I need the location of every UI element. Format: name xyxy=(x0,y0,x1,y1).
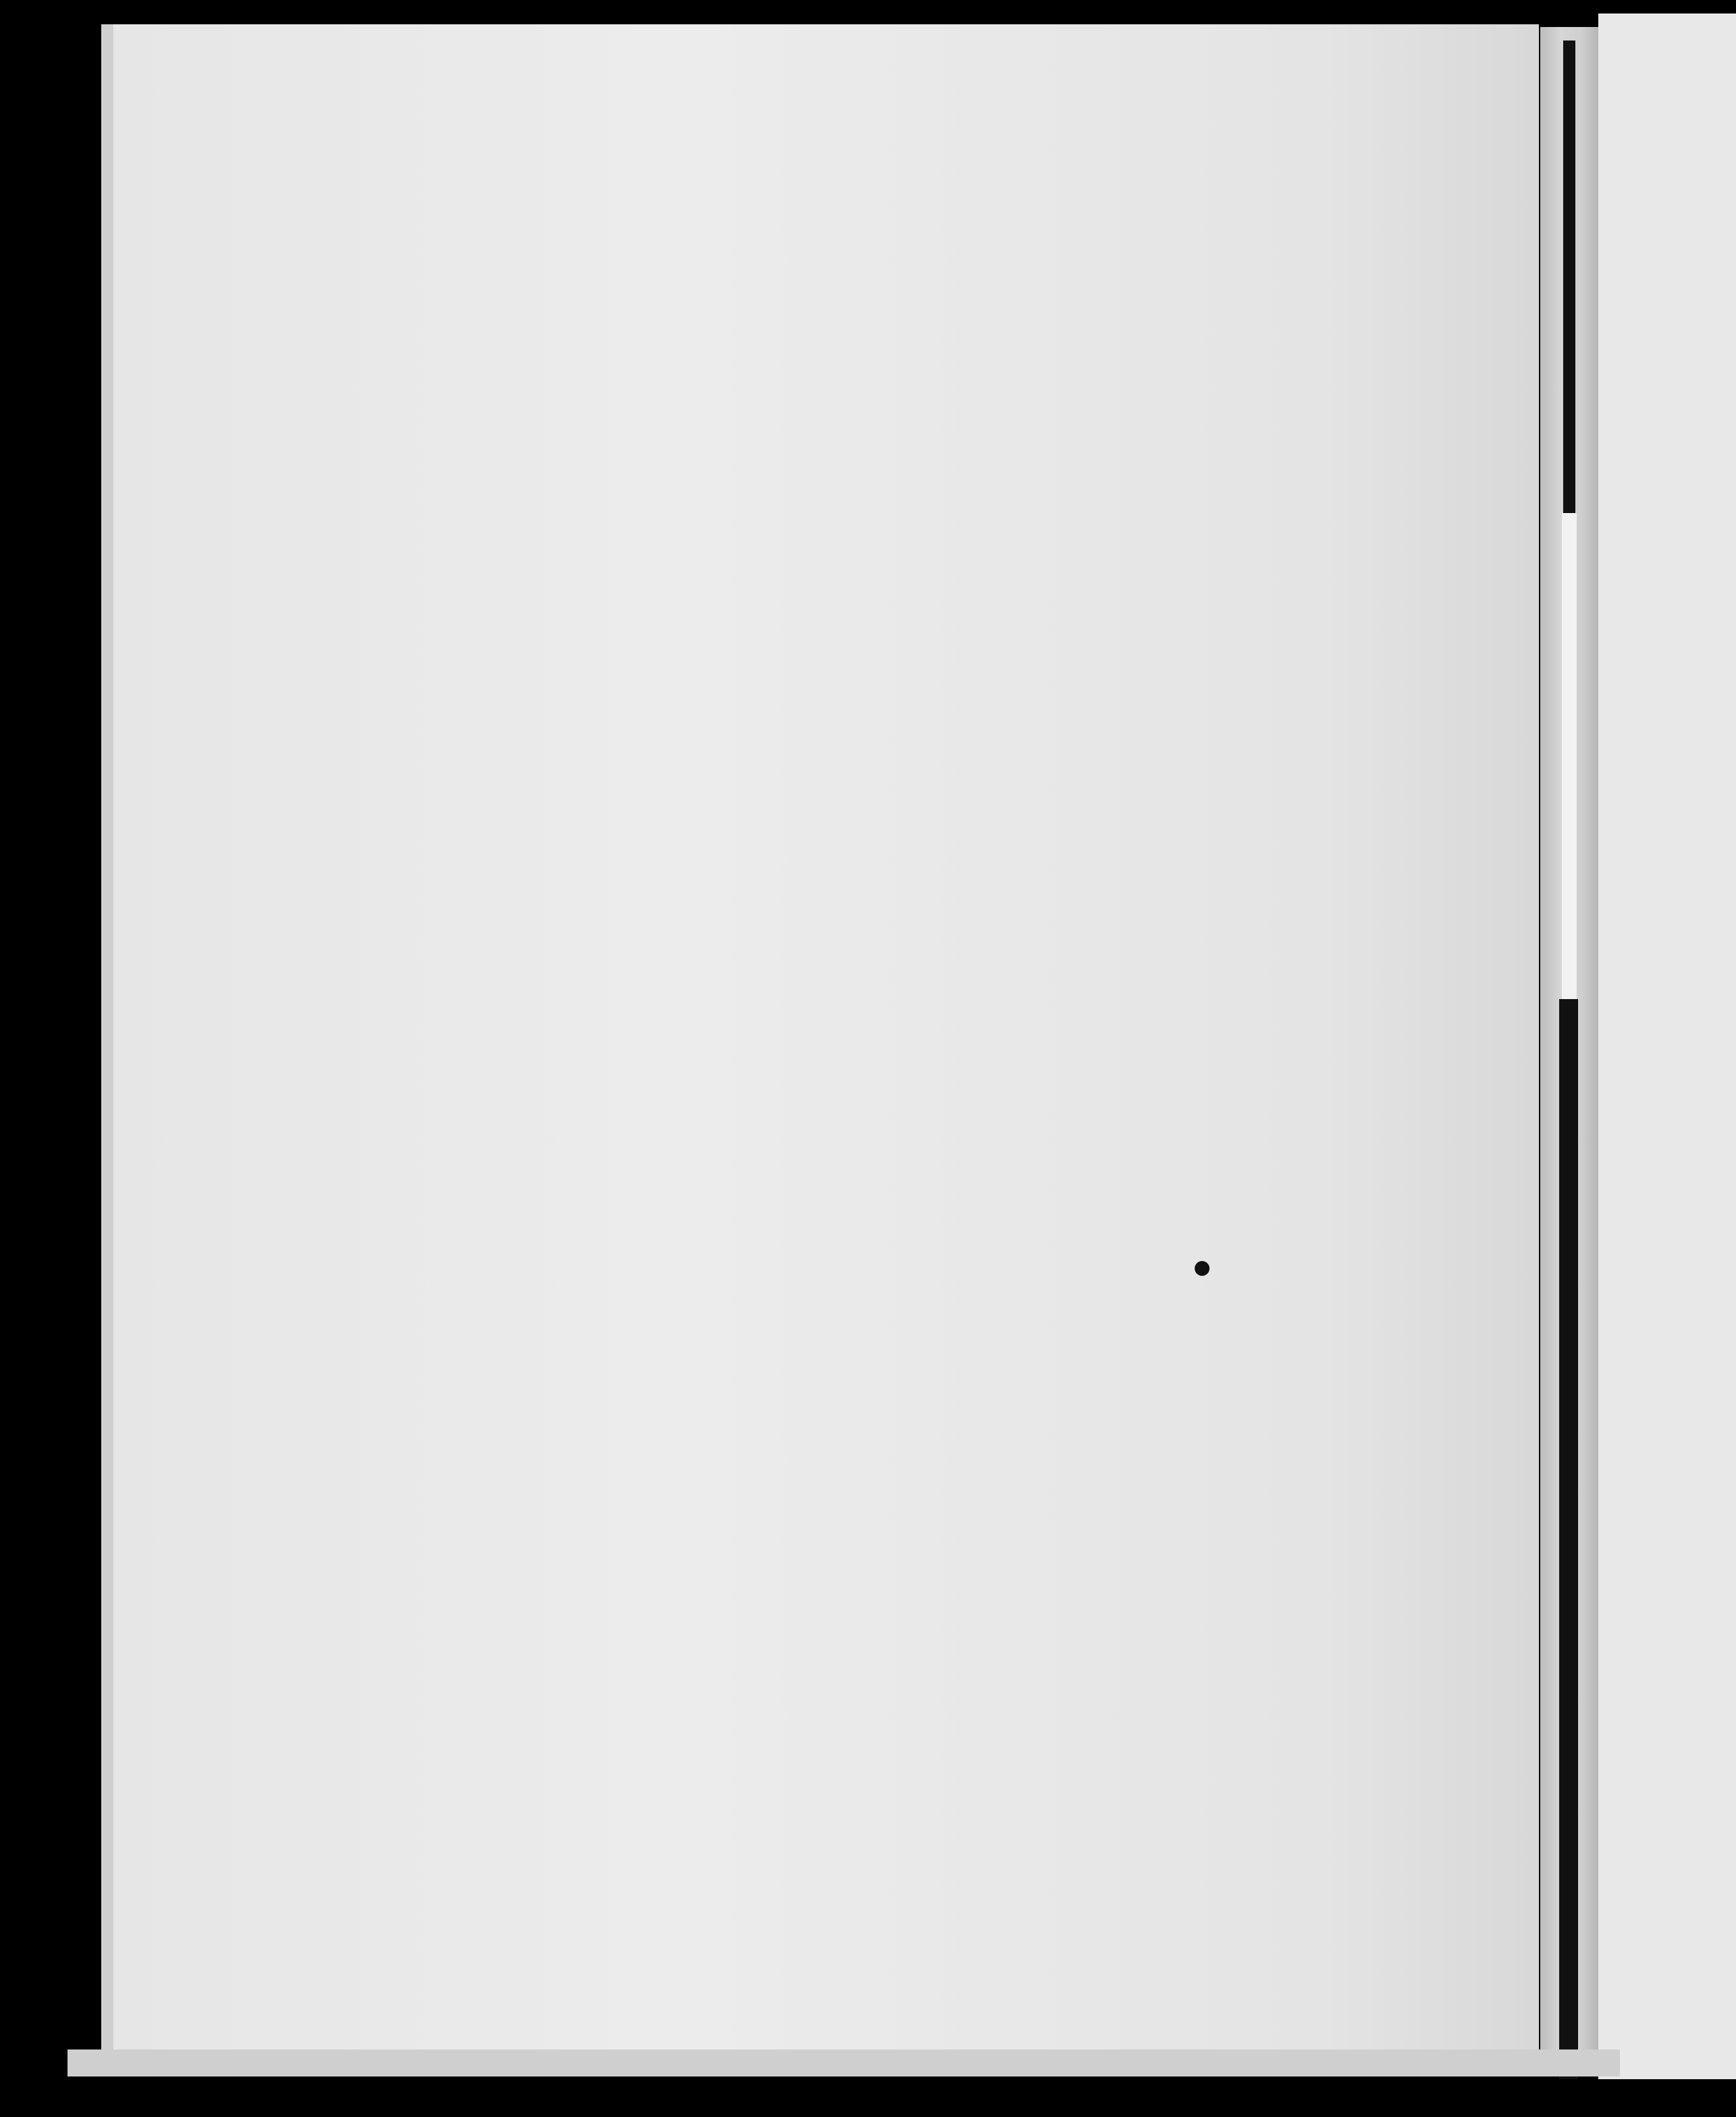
page-bottom-edge xyxy=(67,2049,1620,2076)
page-text xyxy=(361,172,1320,191)
binding-thread-lower xyxy=(1559,999,1578,2079)
page-left-edge xyxy=(101,24,113,2049)
ink-dot xyxy=(1195,1261,1210,1276)
page-paper xyxy=(101,24,1539,2049)
facing-page-edge xyxy=(1598,14,1736,2079)
binding-thread-white xyxy=(1562,513,1577,999)
